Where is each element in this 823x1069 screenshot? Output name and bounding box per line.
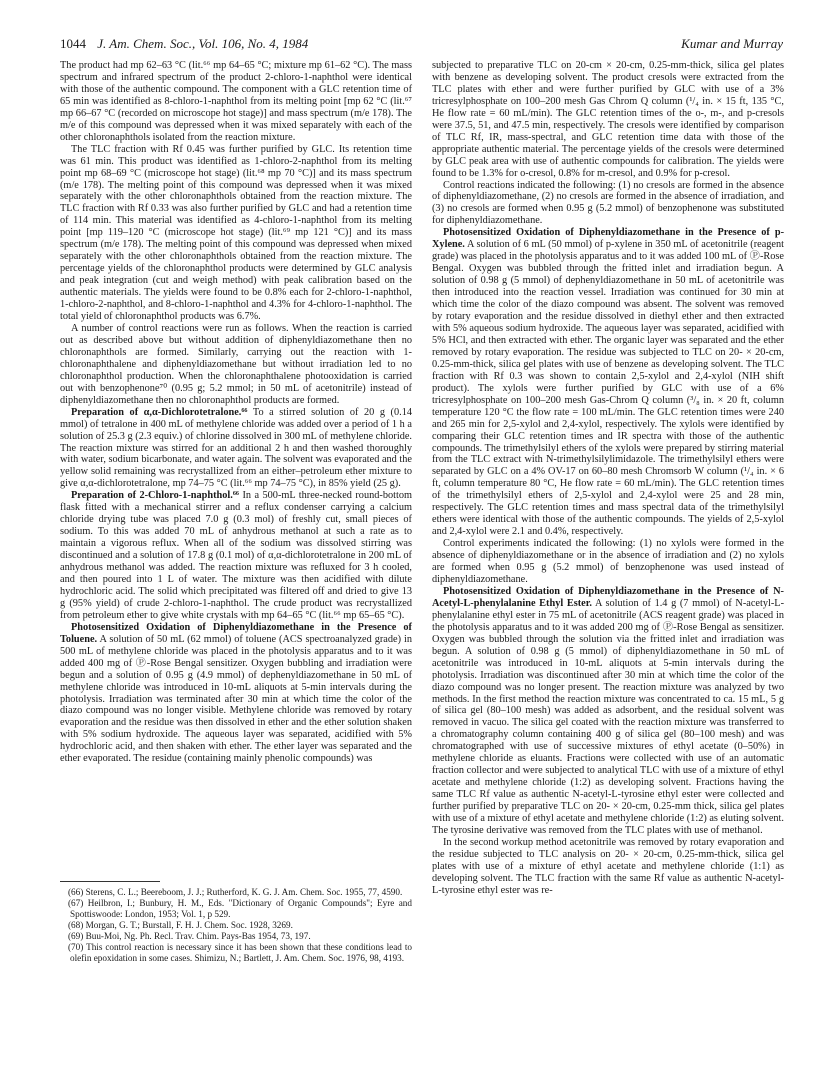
page-header: [60, 36, 783, 54]
body-paragraph: [432, 227, 784, 538]
paragraph-text: A solution of 6 mL (50 mmol) of p-xylene in 350 mL of acetonitrile (reagent grade) was placed in the photolysis apparatus and to it was added 100 mL of Ⓟ-Rose Bengal. Oxygen was bubbled through the fritted inlet and irradiation begun. A solution of 0.98 g (5 mmol) of dephenyldiazomethane in 50 mL of acetonitrile was then introduced into the reaction vessel. Irradiation was continued for 30 min at which time the color of the diazo compound was absent. The solvent was removed by rotary evaporation and the residue dissolved in diethyl ether and then extracted with 5% aqueous sodium hydroxide. The aqueous layer was separated, acidified with 5% HCl, and then extracted with ether. The organic layer was separated and the ether removed by rotary evaporation. The residue was subjected to TLC on 20- × 20-cm, 0.25-mm-thick, silica gel plates with use of benzene as developing solvent. The TLC fraction with Rf 0.3 was shown to contain 2,5-xylol and 2,4-xylol (NIH shift product). The xylols were further purified by GLC with use of a 6% tricresylphosphate on 100–200 mesh Gas-Chrom Q column (³/₈ in. × 20 ft, column temperature 120 °C the flow rate = 100 mL/min. The GLC retention times were 240 and 265 min for 2,5-xylol and 2,4-xylol, respectively. The xylols were identified by comparing their GLC retention times and IR spectra with those of the authentic compounds. The trimethylsilyl ethers of the xylols were prepared by stirring material from the TLC extract with N-trimethylsilylimidazole. The trimethylsilyl ethers were separated by GLC on a 4% OV-17 on 60–80 mesh Chromsorb W column (¹/₄ in. × 6 ft, column temperature 80 °C, He flow rate = 60 mL/min). The GLC retention times of the trimethylsilyl ethers of 2,5-xylol and 2,4-xylol were 25 and 28 min, respectively. The GLC retention times and mass spectral data of the trimethylsilyl ethers were identical with those of the authentic compounds. The yields of 2,5-xylol and 2,4-xylol were 2.1 and 0.4%, respectively.: [432, 239, 784, 538]
body-paragraph: [432, 586, 784, 837]
paragraph-text: A solution of 50 mL (62 mmol) of toluene (ACS spectroanalyzed grade) in 500 mL of methylene chloride was placed in the photolysis apparatus and to it was added 400 mg of Ⓟ-Rose Bengal sensitizer. Oxygen bubbling and irradiation were begun and a solution of 0.95 g (4.9 mmol) of dephenyldiazomethane in 50 mL of methylene chloride was introduced in 10-mL aliquots at 5-min intervals during the photolysis. Irradiation was terminated after 30 min at which time the color of the diazo compound was no longer visible. Methylene chloride was removed by rotary evaporation and the residue was then dissolved in ether and the ether solution shaken with 5% sodium hydroxide. The aqueous layer was separated, acidified with 5% hydrochloric acid, and then shaken with ether. The ether layer was separated and the ether evaporated. The residue (containing mainly phenolic compounds) was: [60, 633, 412, 765]
body-paragraph: [432, 60, 784, 180]
paragraph-text: In the second workup method acetonitrile was removed by rotary evaporation and the residue subjected to TLC analysis on 20- × 20-cm, 0.25-mm-thick, silica gel plates with use of a mixture of ethyl acetate and methylene chloride (1:1) as developing solvent. The TLC fraction with the same Rf value as authentic N-acetyl-L-tyrosine ethyl ester was re-: [432, 836, 784, 896]
body-paragraph: [60, 490, 412, 621]
body-paragraph: [60, 144, 412, 323]
section-heading: Photosensitized Oxidation of Diphenyldiazomethane in the Presence of p-Xylene.: [432, 227, 784, 251]
section-heading: Preparation of 2-Chloro-1-naphthol.⁶⁶: [71, 490, 240, 502]
footnote: (69) Buu-Moi, Ng. Ph. Recl. Trav. Chim. Pays-Bas 1954, 73, 197.: [68, 931, 311, 941]
body-paragraph: [60, 622, 412, 765]
paragraph-text: The TLC fraction with Rf 0.45 was further purified by GLC. Its retention time was 61 min. This product was identified as 1-chloro-2-naphthol from its melting point mp 68–69 °C (microscope hot stage) (lit.⁶⁸ mp 70 °C)] and its mass spectrum (m/e 178). The melting point of this compound was depressed when it was mixed separately with the other chloronaphthols obtained from the reaction mixture. The TLC fraction with Rf 0.33 was also further purified by GLC and had a retention time of 114 min. This material was identified as 4-chloro-1-naphthol from its melting point [mp 119–120 °C (microscope hot stage) (lit.⁶⁹ mp 121 °C)] and its mass spectrum (m/e 178). The melting point of this compound was depressed when mixed separately with the other chloronaphthols obtained from the reaction mixture. The percentage yields of the chloronaphthol products were determined by GLC analysis and peak integration (cut and weigh method) with peak calibration based on the authentic materials. The yields were found to be 0.8% each for 2-chloro-1-naphthol, 1-chloro-2-naphthol, and 8-chloro-1-naphthol and 4.3% for 4-chloro-1-naphthol. The total yield of chloronaphthol products was 6.7%.: [60, 143, 412, 323]
header-left: [60, 36, 308, 52]
paragraph-text: The product had mp 62–63 °C (lit.⁶⁶ mp 64–65 °C; mixture mp 61–62 °C). The mass spectrum and infrared spectrum of the product 2-chloro-1-naphthol were identical with those of the authentic compound. The component with a GLC retention time of 65 min was identified as 8-chloro-1-naphthol from its melting point [mp 62 °C (lit.⁶⁷ mp 66–67 °C (recorded on microscope hot stage)] and mass spectrum (m/e 178). The m/e of this compound was depressed when it was mixed separately with each of the other chloronaphthols isolated from the reaction mixture.: [60, 60, 412, 143]
section-heading: Photosensitized Oxidation of Diphenyldiazomethane in the Presence of Toluene.: [60, 621, 412, 645]
paragraph-text: In a 500-mL three-necked round-bottom flask fitted with a mechanical stirrer and a reflux condenser carrying a calcium chloride drying tube was placed 7.0 g (0.3 mol) of freshly cut, small pieces of sodium. To this was added 70 mL of anhydrous methanol at such a rate as to maintain a vigorous reflux. When all of the sodium was dissolved stirring was discontinued and a solution of 17.8 g (0.1 mol) of α,α-dichlorotetralone in 200 mL of anhydrous methanol was added. The reaction mixture was refluxed for 3 h cooled, and then poured into 1 L of water. The mixture was then acidified with dilute hydrochloric acid. The solid which precipitated was filtered off and dried to give 13 g (95% yield) of crude 2-chloro-1-naphthol. The crude product was recrystallized from petroleum ether to give white crystals with mp 64–65 °C (lit.⁶⁶ mp 65–65 °C).: [60, 490, 412, 621]
right-column: [432, 60, 784, 897]
footnote-rule: [60, 881, 160, 882]
paragraph-text: Control experiments indicated the following: (1) no xylols were formed in the absence of diphenyldiazomethane or in the absence of irradiation and (2) no xylols are formed when 0.95 g (5.2 mmol) of benzophenone was used instead of diphenyldiazomethane.: [432, 538, 784, 585]
body-paragraph: [60, 60, 412, 144]
body-paragraph: [432, 538, 784, 586]
footnote: (67) Heilbron, I.; Bunbury, H. M., Eds. "Dictionary of Organic Compounds"; Eyre and Spottiswoode: London, 1953; Vol. 1, p 529.: [68, 898, 412, 919]
section-heading: Photosensitized Oxidation of Diphenyldiazomethane in the Presence of N-Acetyl-L-phenylalanine Ethyl Ester.: [432, 585, 784, 609]
body-paragraph: [432, 180, 784, 228]
body-paragraph: [60, 407, 412, 491]
body-paragraph: [60, 323, 412, 407]
page-number: 1044: [60, 36, 86, 51]
footnote: (70) This control reaction is necessary since it has been shown that these conditions lead to olefin epoxidation in some cases. Shimizu, N.; Bartlett, J. Am. Chem. Soc. 1976, 98, 4193.: [68, 942, 412, 963]
paragraph-text: subjected to preparative TLC on 20-cm × 20-cm, 0.25-mm-thick, silica gel plates with benzene as developing solvent. The product cresols were extracted from the TLC plates with ether and were further purified by GLC with use of a 3% tricresylphosphate on 100–200 mesh Gas Chrom Q column (¹/₄ in. × 15 ft, 135 °C, He flow rate = 60 mL/min). The GLC retention times of the o-, m-, and p-cresols were 37.5, 51, and 47.5 min, respectively. The cresols were identified by comparison of TLC Rf, IR, mass-spectral, and GLC retention time data with those of the appropriate authentic material. The percentage yields of the cresols were determined by GLC peak area with use of authentic compounds for calibration. The yields were found to be 1.3% for o-cresol, 0.8% for m-cresol, and 0.9% for p-cresol.: [432, 60, 784, 179]
paragraph-text: Control reactions indicated the following: (1) no cresols are formed in the absence of diphenyldiazomethane, (2) no cresols are formed in the absence of irradiation, and (3) no cresols are formed when 0.95 g (5.2 mmol) of benzophenone was substituted for diphenyldiazomethane.: [432, 179, 784, 227]
body-paragraph: [432, 837, 784, 897]
footnote: (68) Morgan, G. T.; Burstall, F. H. J. Chem. Soc. 1928, 3269.: [68, 920, 293, 930]
footnotes: [60, 887, 412, 964]
paragraph-text: A number of control reactions were run as follows. When the reaction is carried out as described above but without addition of diphenyldiazomethane then no chloronaphthols are formed. Similarly, carrying out the reaction with 1-chloronaphthalene and diphenyldiazomethane but without irradiation led to no chloronaphthol production. When the chloronaphthalene photooxidation is carried out with benzophenone⁷⁰ (0.95 g; 5.2 mmol; in 50 mL of acetonitrile) instead of diphenyldiazomethane then no chloronaphthol products are formed.: [60, 322, 412, 406]
running-authors: Kumar and Murray: [681, 36, 783, 51]
journal-citation: J. Am. Chem. Soc., Vol. 106, No. 4, 1984: [97, 36, 309, 51]
footnote: (66) Sterens, C. L.; Beereboom, J. J.; Rutherford, K. G. J. Am. Chem. Soc. 1955, 77, 4590.: [68, 887, 403, 897]
paragraph-text: A solution of 1.4 g (7 mmol) of N-acetyl-L-phenylalanine ethyl ester in 75 mL of acetonitrile (ACS reagent grade) was placed in the photolysis apparatus and to it was added 200 mg of Ⓟ-Rose Bengal as sensitizer. Oxygen was bubbled through the solution via the fritted inlet and irradiation was begun. A solution of 0.98 g (5 mmol) of diphenyldiazomethane in 50 mL of acetonitrile was introduced in 10-mL aliquots at 5-min intervals during the photolysis. Irradiation was discontinued after 30 min at which time the color of the diazo compound was no longer present. The reaction mixture was analyzed by two methods. In the first method the reaction mixture was concentrated to ca. 15 mL, 5 g of silica gel (80–100 mesh) was added as adsorbent, and the residual solvent was removed in vacuo. The silica gel coated with the reaction mixture was transferred to a chromatography column containing 400 g of silica gel (80–100 mesh) and was chromatographed with use of successive mixtures of ethyl acetate (0–50%) in methylene chloride as eluants. Fractions were collected with use of an automatic fraction collector and were subjected to analytical TLC with use of a mixture of ethyl acetate and methylene chloride (1:2) as developing solvent. Fractions having the same TLC Rf value as authentic N-acetyl-L-tyrosine ethyl ester were collected and further purified by preparative TLC on 20- × 20-cm, 0.25-mm thick, silica gel plates with use of a mixture of ethyl acetate and methylene chloride (1:2) as eluting solvent. The tyrosine derivative was removed from the TLC plates with use of methanol.: [432, 597, 785, 836]
section-heading: Preparation of α,α-Dichlorotetralone.⁶⁶: [71, 406, 248, 418]
paragraph-text: To a stirred solution of 20 g (0.14 mmol) of tetralone in 400 mL of methylene chloride was added over a period of 1 h a solution of 25.3 g (2.3 equiv.) of chlorine dissolved in 300 mL of methylene chloride. The reaction mixture was stirred for an additional 2 h and then washed thoroughly with water, sodium bicarbonate, and water again. The solvent was evaporated and the yellow solid remaining was recrystallized from an either–petroleum ether mixture to give α,α-dichlorotetralone, mp 74–75 °C (lit.⁶⁶ mp 74–75 °C), in 85% yield (25 g).: [60, 406, 412, 490]
left-column: [60, 60, 412, 765]
